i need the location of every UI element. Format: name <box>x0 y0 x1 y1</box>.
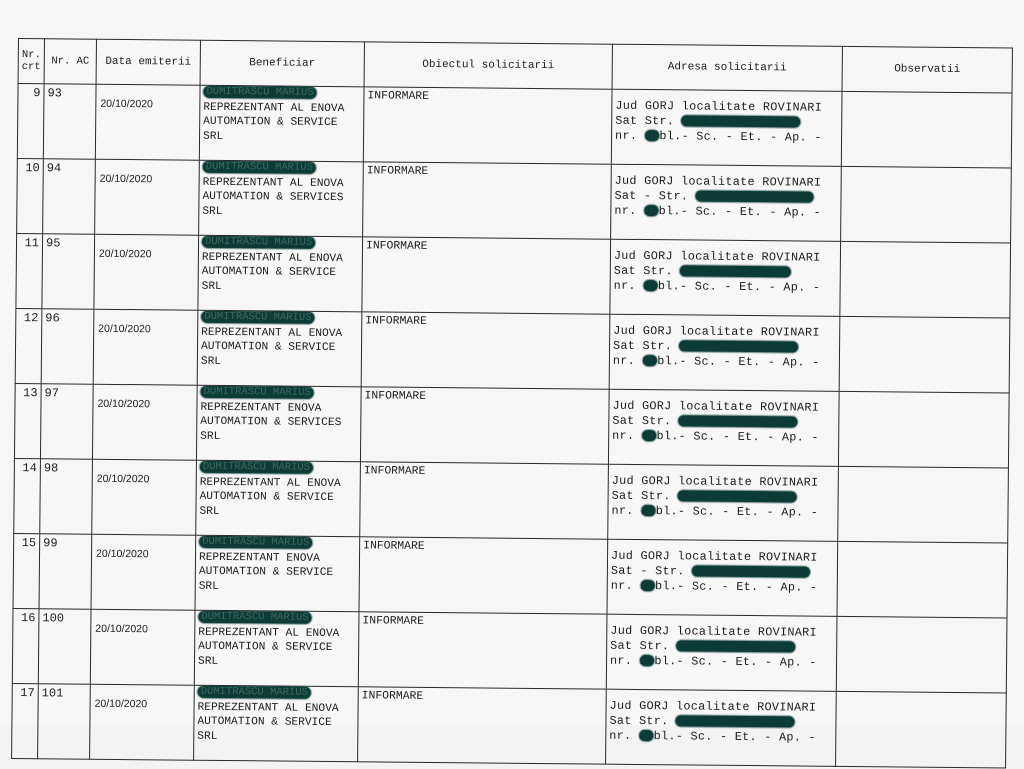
table-row <box>14 458 1009 543</box>
redacted-number: 15 <box>638 728 654 744</box>
beneficiary-name <box>198 686 355 702</box>
header-obiectul: Obiectul solicitarii <box>364 42 612 89</box>
cell-adresa <box>608 389 839 466</box>
address-line-2 <box>615 114 838 131</box>
table-row <box>12 683 1007 768</box>
redacted-name: DUMITRASCU MARIUS <box>198 686 311 699</box>
cell-nr-crt: 10 <box>17 158 44 233</box>
redacted-street: ENERGETICIANULUI <box>675 714 795 730</box>
beneficiary-representative: REPREZENTANT AL ENOVA AUTOMATION & SERVICE SRL <box>201 251 343 293</box>
cell-adresa <box>607 539 838 616</box>
table-row <box>15 308 1010 393</box>
address-line-1: Jud GORJ localitate ROVINARI <box>613 248 821 265</box>
redacted-number: 15 <box>640 578 656 594</box>
header-observatii: Observatii <box>842 46 1012 93</box>
cell-date: 20/10/2020 <box>92 384 197 460</box>
cell-nr-crt: 12 <box>15 308 42 383</box>
cell-beneficiar <box>199 160 364 237</box>
redacted-name: DUMITRASCU MARIUS <box>200 461 313 474</box>
redacted-number: 15 <box>641 428 657 444</box>
address-street-prefix: Sat Str. <box>611 488 671 504</box>
header-beneficiar: Beneficiar <box>200 40 364 87</box>
address-street-prefix: Sat - Str. <box>614 188 689 204</box>
address-line-3 <box>610 653 833 670</box>
cell-nr-ac: 94 <box>43 159 96 234</box>
cell-nr-crt: 11 <box>16 233 43 308</box>
redacted-name: DUMITRASCU MARIUS <box>198 611 311 624</box>
cell-adresa <box>609 314 840 391</box>
cell-date: 20/10/2020 <box>90 609 195 685</box>
address-nr-prefix: nr. <box>612 428 635 443</box>
cell-obiectul: INFORMARE <box>363 87 612 164</box>
redacted-number: 15 <box>642 353 658 369</box>
redacted-street: ENERGETICIANULUI <box>679 339 798 355</box>
cell-obiectul: INFORMARE <box>358 687 607 764</box>
redacted-name: DUMITRASCU MARIUS <box>201 311 314 324</box>
address-line-1: Jud GORJ localitate ROVINARI <box>613 323 820 340</box>
address-nr-prefix: nr. <box>609 728 632 743</box>
address-nr-suffix: bl.- Sc. - Et. - Ap. - <box>657 353 820 370</box>
address-line-3 <box>613 353 836 370</box>
cell-beneficiar <box>197 310 362 387</box>
address-nr-prefix: nr. <box>612 353 636 368</box>
beneficiary-name <box>201 311 358 327</box>
table-row <box>16 233 1011 318</box>
cell-nr-crt: 13 <box>14 383 41 458</box>
beneficiary-name <box>200 461 357 477</box>
table-body <box>12 84 1012 769</box>
address-nr-suffix: bl.- Sc. - Et. - Ap. - <box>653 728 817 745</box>
address-line-1: Jud GORJ localitate ROVINARI <box>612 398 820 415</box>
cell-observatii <box>838 391 1009 468</box>
cell-date: 20/10/2020 <box>94 234 199 310</box>
address-nr-prefix: nr. <box>615 128 638 143</box>
cell-date: 20/10/2020 <box>95 159 200 235</box>
address-nr-prefix: nr. <box>613 278 636 293</box>
cell-observatii <box>839 316 1010 393</box>
address-nr-suffix: bl.- Sc. - Et. - Ap. - <box>656 428 819 445</box>
beneficiary-name <box>199 536 356 552</box>
address-line-2 <box>612 489 835 506</box>
address-line-3 <box>615 128 838 145</box>
cell-nr-crt: 16 <box>12 608 39 683</box>
cell-date: 20/10/2020 <box>91 534 196 610</box>
beneficiary-representative: REPREZENTANT AL ENOVA AUTOMATION & SERVICE SRL <box>199 476 341 518</box>
header-data-emiterii: Data emiterii <box>96 39 200 85</box>
beneficiary-representative: REPREZENTANT AL ENOVA AUTOMATION & SERVICE SRL <box>203 101 345 143</box>
redacted-name: DUMITRASCU MARIUS <box>201 386 314 399</box>
address-line-3 <box>614 203 837 220</box>
cell-nr-ac: 98 <box>40 459 93 534</box>
cell-observatii <box>841 166 1012 243</box>
address-line-1: Jud GORJ localitate ROVINARI <box>609 698 817 715</box>
table-row <box>12 608 1007 693</box>
cell-obiectul: INFORMARE <box>359 537 608 614</box>
cell-beneficiar <box>198 235 363 312</box>
redacted-number: 15 <box>643 278 659 294</box>
cell-adresa <box>606 614 837 691</box>
address-street-prefix: Sat Str. <box>612 413 672 429</box>
cell-nr-ac: 99 <box>39 534 92 609</box>
cell-date: 20/10/2020 <box>92 459 197 535</box>
address-street-prefix: Sat Str. <box>615 113 675 129</box>
address-nr-prefix: nr. <box>610 578 633 593</box>
address-line-2 <box>613 339 836 356</box>
cell-adresa <box>611 164 842 241</box>
address-nr-prefix: nr. <box>609 653 633 668</box>
address-nr-suffix: bl.- Sc. - Et. - Ap. - <box>657 278 821 295</box>
cell-beneficiar <box>194 610 359 687</box>
address-line-2 <box>610 639 833 656</box>
redacted-name: DUMITRASCU MARIUS <box>203 86 316 99</box>
cell-date: 20/10/2020 <box>93 309 198 385</box>
address-line-3 <box>612 428 835 445</box>
cell-beneficiar <box>196 460 361 537</box>
cell-adresa <box>608 464 839 541</box>
cell-date: 20/10/2020 <box>95 84 200 160</box>
cell-beneficiar <box>194 685 359 762</box>
address-line-3 <box>611 578 834 595</box>
cell-nr-ac: 101 <box>38 684 91 759</box>
cell-nr-ac: 95 <box>42 234 95 309</box>
beneficiary-representative: REPREZENTANT AL ENOVA AUTOMATION & SERVICES SRL <box>202 176 344 218</box>
redacted-name: DUMITRASCU MARIUS <box>203 161 316 174</box>
address-line-3 <box>614 278 837 295</box>
redacted-name: DUMITRASCU MARIUS <box>202 236 315 249</box>
cell-date: 20/10/2020 <box>90 684 195 760</box>
address-street-prefix: Sat Str. <box>610 638 670 654</box>
address-street-prefix: Sat Str. <box>613 263 673 279</box>
address-nr-suffix: bl.- Sc. - Et. - Ap. - <box>655 503 819 520</box>
cell-observatii <box>838 466 1009 543</box>
document-sheet <box>12 38 1018 745</box>
address-line-2 <box>611 564 834 581</box>
redacted-street: ENERGETICIANULUI <box>681 114 800 130</box>
cell-observatii <box>840 241 1011 318</box>
address-line-3 <box>609 728 832 745</box>
cell-observatii <box>837 541 1008 618</box>
cell-obiectul: INFORMARE <box>362 237 611 314</box>
address-line-2 <box>609 714 832 731</box>
redacted-street: ENERGETICIANULUI <box>677 489 797 505</box>
cell-nr-ac: 96 <box>41 309 94 384</box>
redacted-number: 15 <box>640 503 656 519</box>
redacted-number: 15 <box>639 653 655 669</box>
address-street-prefix: Sat Str. <box>613 338 673 354</box>
table-row <box>13 533 1008 618</box>
cell-obiectul: INFORMARE <box>363 162 612 239</box>
redacted-street: ENERGETICIANULUI <box>676 639 795 655</box>
redacted-number: 15 <box>644 129 660 144</box>
cell-nr-ac: 97 <box>40 384 93 459</box>
beneficiary-name <box>203 86 360 102</box>
address-line-1: Jud GORJ localitate ROVINARI <box>611 473 819 490</box>
redacted-name: DUMITRASCU MARIUS <box>199 536 312 549</box>
cell-adresa <box>611 89 842 166</box>
beneficiary-representative: REPREZENTANT AL ENOVA AUTOMATION & SERVICE SRL <box>197 626 340 668</box>
address-nr-suffix: bl.- Sc. - Et. - Ap. - <box>659 128 822 145</box>
address-line-1: Jud GORJ localitate ROVINARI <box>610 623 818 640</box>
beneficiary-representative: REPREZENTANT AL ENOVA AUTOMATION & SERVICE SRL <box>197 701 339 743</box>
address-nr-suffix: bl.- Sc. - Et. - Ap. - <box>658 203 822 220</box>
cell-observatii <box>836 616 1007 693</box>
address-street-prefix: Sat - Str. <box>610 563 685 579</box>
cell-beneficiar <box>195 535 360 612</box>
table-row <box>14 383 1009 468</box>
beneficiary-representative: REPREZENTANT ENOVA AUTOMATION & SERVICE SRL <box>198 551 334 593</box>
cell-nr-crt: 14 <box>14 458 41 533</box>
beneficiary-name <box>201 386 358 402</box>
redacted-street: ENERGETICINULUI <box>680 264 791 280</box>
cell-nr-crt: 17 <box>12 683 39 758</box>
redacted-street: ENERGETICIANULUI <box>692 564 811 580</box>
cell-obiectul: INFORMARE <box>358 612 607 689</box>
table-row <box>17 84 1012 169</box>
header-nr-crt: Nr. crt <box>18 39 44 84</box>
cell-observatii <box>836 691 1007 768</box>
address-nr-prefix: nr. <box>611 503 634 518</box>
header-adresa: Adresa solicitarii <box>612 44 842 91</box>
beneficiary-representative: REPREZENTANT AL ENOVA AUTOMATION & SERVICE SRL <box>200 326 343 368</box>
redacted-street: ENERGETICIANULUI <box>695 189 814 205</box>
address-nr-suffix: bl.- Sc. - Et. - Ap. - <box>655 578 818 595</box>
address-nr-prefix: nr. <box>614 203 637 218</box>
cell-adresa <box>606 689 837 766</box>
beneficiary-representative: REPREZENTANT ENOVA AUTOMATION & SERVICES SRL <box>200 401 342 443</box>
cell-nr-ac: 100 <box>38 609 91 684</box>
cell-adresa <box>610 239 841 316</box>
table-row <box>17 158 1012 243</box>
address-line-2 <box>614 189 837 206</box>
address-line-2 <box>612 414 835 431</box>
cell-obiectul: INFORMARE <box>361 312 610 389</box>
beneficiary-name <box>203 161 360 177</box>
cell-nr-ac: 93 <box>43 84 96 159</box>
header-nr-ac: Nr. AC <box>44 39 96 84</box>
redacted-street: ENERGETICIANULUI <box>678 414 797 430</box>
address-line-2 <box>614 264 837 281</box>
cell-nr-crt: 15 <box>13 533 40 608</box>
beneficiary-name <box>198 611 355 627</box>
cell-beneficiar <box>196 385 361 462</box>
cell-nr-crt: 9 <box>17 84 44 159</box>
address-nr-suffix: bl.- Sc. - Et. - Ap. - <box>654 653 817 670</box>
address-line-1: Jud GORJ localitate ROVINARI <box>610 548 818 565</box>
cell-observatii <box>841 91 1012 168</box>
redacted-number: 15 <box>643 204 659 219</box>
address-street-prefix: Sat Str. <box>609 713 669 729</box>
requests-table <box>11 38 1013 769</box>
cell-beneficiar <box>199 85 364 162</box>
address-line-3 <box>611 503 834 520</box>
address-line-1: Jud GORJ localitate ROVINARI <box>615 98 823 115</box>
cell-obiectul: INFORMARE <box>360 387 609 464</box>
beneficiary-name <box>202 236 359 252</box>
cell-obiectul: INFORMARE <box>360 462 609 539</box>
address-line-1: Jud GORJ localitate ROVINARI <box>614 173 822 190</box>
